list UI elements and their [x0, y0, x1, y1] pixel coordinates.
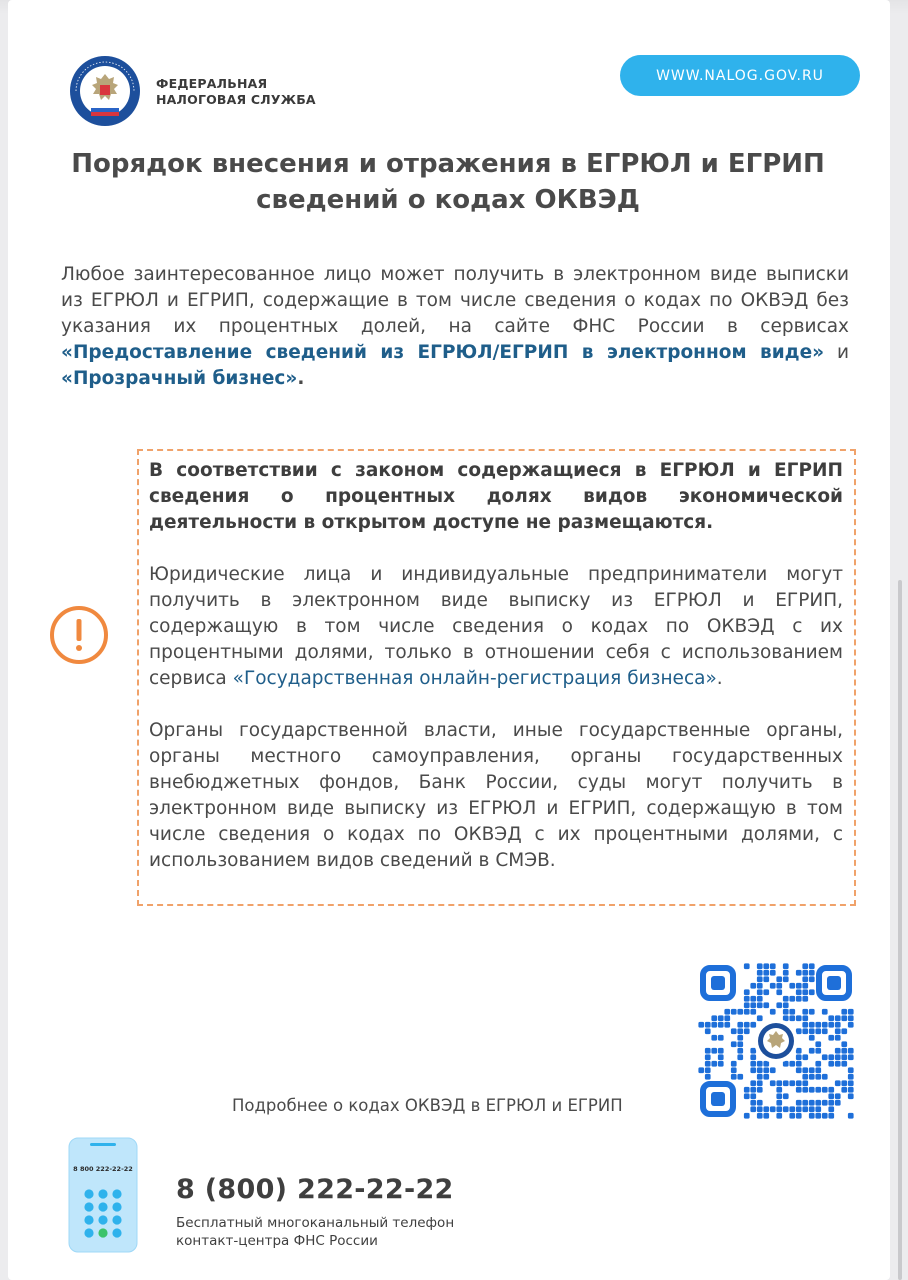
phone-desc-line2: контакт-центра ФНС России	[176, 1233, 378, 1249]
keypad-key	[84, 1202, 93, 1211]
org-name	[156, 76, 316, 108]
notice-lead: В соответствии с законом содержащиеся в ЕГРЮЛ и ЕГРИП сведения о процентных долях видов экономической деятельности в открытом доступе не размещаются.	[149, 460, 843, 533]
notice-p2-end: .	[716, 668, 723, 689]
phone-number[interactable]: 8 (800) 222-22-22	[176, 1174, 454, 1205]
service-link-transparent-business[interactable]: «Прозрачный бизнес»	[61, 368, 298, 389]
fns-emblem-icon	[68, 54, 142, 133]
intro-paragraph	[61, 262, 849, 392]
keypad-key	[98, 1215, 107, 1224]
title-line1: Порядок внесения и отражения в ЕГРЮЛ и ЕГРИП	[71, 149, 825, 179]
exclamation-circle-icon	[48, 604, 110, 671]
keypad-key	[112, 1189, 121, 1198]
intro-text: Любое заинтересованное лицо может получить в электронном виде выписки из ЕГРЮЛ и ЕГРИП, содержащие в том числе сведения о кодах по ОКВЭД без указания их процентных долей, на сайте ФНС России в сервисах	[61, 264, 849, 337]
page-title	[40, 146, 856, 218]
keypad-key	[98, 1189, 107, 1198]
notice-p2-text: Юридические лица и индивидуальные предприниматели могут получить в электронном виде выписку из ЕГРЮЛ и ЕГРИП, содержащую в том числе сведения о кодах по ОКВЭД с их процентными долями, только в отношении себя с использованием сервиса	[149, 564, 843, 689]
keypad-key	[84, 1189, 93, 1198]
intro-period: .	[297, 368, 305, 389]
phone-keypad-icon	[68, 1137, 138, 1258]
qr-caption: Подробнее о кодах ОКВЭД в ЕГРЮЛ и ЕГРИП	[232, 1096, 623, 1115]
site-link-button[interactable]: WWW.NALOG.GOV.RU	[620, 55, 860, 96]
keypad-key	[84, 1215, 93, 1224]
notice-text	[149, 458, 843, 900]
org-name-line2: НАЛОГОВАЯ СЛУЖБА	[156, 92, 316, 107]
service-link-online-registration[interactable]: «Государственная онлайн-регистрация бизнеса»	[232, 668, 717, 689]
phone-screen-number: 8 800 222-22-22	[73, 1165, 133, 1173]
keypad-call-key	[98, 1228, 107, 1237]
qr-code-icon[interactable]	[698, 963, 854, 1124]
notice-paragraph-3: Органы государственной власти, иные государственные органы, органы местного самоуправления, органы государственных внебюджетных фондов, Банк России, суды могут получить в электронном виде выписку из ЕГРЮЛ и ЕГРИП, содержащую в том числе сведения о кодах по ОКВЭД с их процентными долями, с использованием видов сведений в СМЭВ.	[149, 720, 843, 871]
keypad-key	[84, 1228, 93, 1237]
org-name-line1: ФЕДЕРАЛЬНАЯ	[156, 76, 268, 91]
keypad-key	[98, 1202, 107, 1211]
service-link-egrul[interactable]: «Предоставление сведений из ЕГРЮЛ/ЕГРИП в электронном виде»	[61, 342, 825, 363]
keypad-key	[112, 1215, 121, 1224]
keypad-key	[112, 1228, 121, 1237]
phone-desc-line1: Бесплатный многоканальный телефон	[176, 1215, 455, 1231]
intro-and: и	[824, 342, 849, 363]
scrollbar[interactable]	[898, 580, 902, 1280]
notice-paragraph-2	[149, 562, 843, 692]
title-line2: сведений о кодах ОКВЭД	[256, 185, 640, 215]
keypad-key	[112, 1202, 121, 1211]
phone-description	[176, 1214, 496, 1250]
